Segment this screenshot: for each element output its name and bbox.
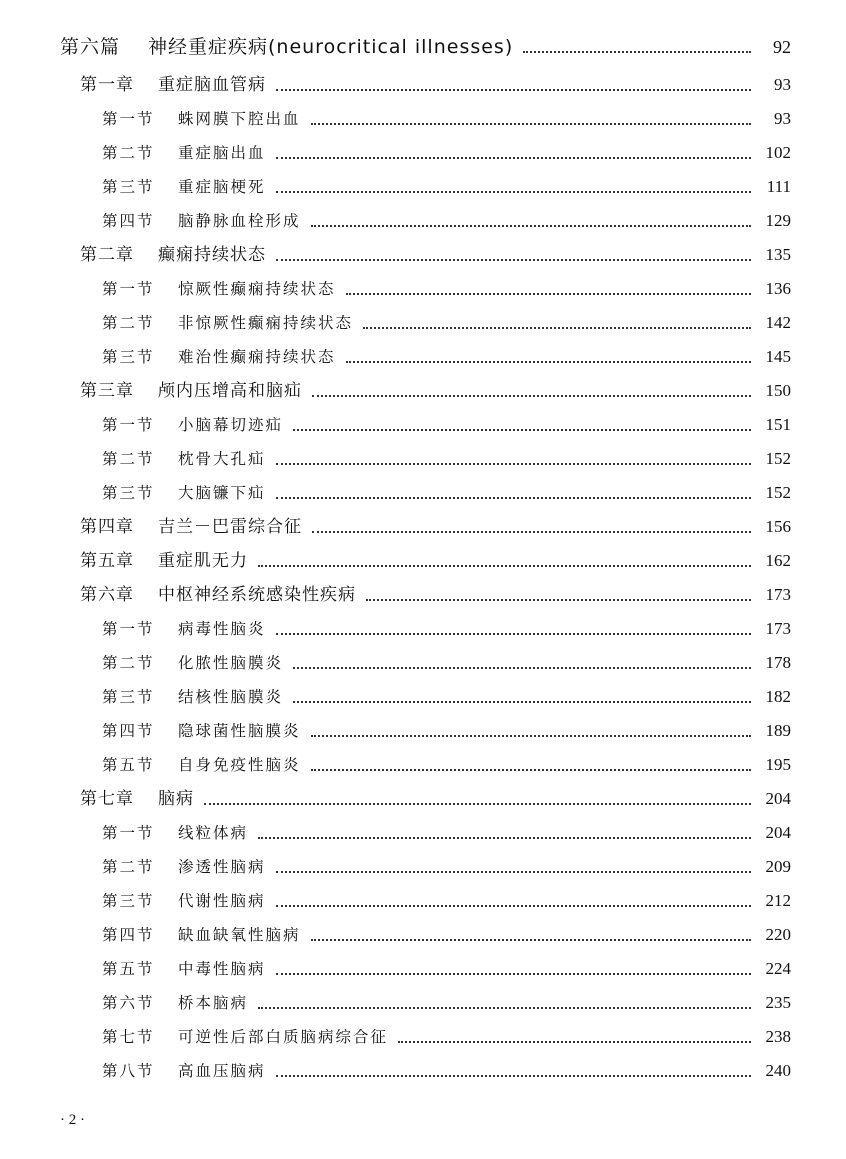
section-page-number: 212	[765, 891, 791, 910]
toc-section-entry[interactable]	[0, 714, 846, 748]
section-title: 隐球菌性脑膜炎	[178, 722, 301, 740]
section-title: 非惊厥性癫痫持续状态	[178, 314, 354, 332]
dot-leader	[276, 496, 751, 499]
section-title: 大脑镰下疝	[178, 484, 266, 502]
dot-leader	[293, 428, 751, 431]
section-number: 第七节	[102, 1028, 155, 1046]
section-title: 渗透性脑病	[178, 858, 266, 876]
chapter-number: 第二章	[80, 245, 134, 265]
section-page-number: 145	[765, 347, 791, 366]
section-page-number: 240	[765, 1061, 791, 1080]
section-title: 蛛网膜下腔出血	[178, 110, 301, 128]
dot-leader	[276, 462, 751, 465]
dot-leader	[398, 1040, 751, 1043]
toc-section-entry[interactable]	[0, 986, 846, 1020]
section-title: 病毒性脑炎	[178, 620, 266, 638]
chapter-title: 癫痫持续状态	[158, 245, 266, 265]
section-number: 第一节	[102, 620, 155, 638]
dot-leader	[311, 734, 751, 737]
chapter-number: 第四章	[80, 517, 134, 537]
section-title: 高血压脑病	[178, 1062, 266, 1080]
toc-part-entry[interactable]	[0, 28, 846, 66]
toc-section-entry[interactable]	[0, 612, 846, 646]
section-page-number: 136	[765, 279, 791, 298]
dot-leader	[311, 224, 751, 227]
dot-leader	[311, 768, 751, 771]
chapter-page-number: 204	[765, 789, 791, 808]
section-page-number: 93	[774, 109, 791, 128]
dot-leader	[276, 904, 751, 907]
dot-leader	[366, 598, 751, 601]
toc-chapter-entry[interactable]	[0, 544, 846, 578]
dot-leader	[276, 972, 751, 975]
section-page-number: 102	[765, 143, 791, 162]
section-page-number: 238	[765, 1027, 791, 1046]
section-title: 中毒性脑病	[178, 960, 266, 978]
toc-chapter-entry[interactable]	[0, 510, 846, 544]
section-page-number: 220	[765, 925, 791, 944]
section-title: 重症脑出血	[178, 144, 266, 162]
toc-chapter-entry[interactable]	[0, 238, 846, 272]
chapter-page-number: 156	[765, 517, 791, 536]
section-title: 线粒体病	[178, 824, 249, 842]
dot-leader	[311, 938, 751, 941]
section-number: 第二节	[102, 314, 155, 332]
dot-leader	[204, 802, 751, 805]
section-title: 小脑幕切迹疝	[178, 416, 284, 434]
toc-chapter-entry[interactable]	[0, 782, 846, 816]
page-footer-number: · 2 ·	[60, 1112, 85, 1128]
section-number: 第四节	[102, 212, 155, 230]
toc-section-entry[interactable]	[0, 952, 846, 986]
dot-leader	[276, 156, 751, 159]
toc-section-entry[interactable]	[0, 306, 846, 340]
section-number: 第三节	[102, 688, 155, 706]
chapter-title: 脑病	[158, 789, 194, 809]
section-page-number: 235	[765, 993, 791, 1012]
toc-section-entry[interactable]	[0, 272, 846, 306]
section-title: 重症脑梗死	[178, 178, 266, 196]
section-page-number: 152	[765, 449, 791, 468]
section-page-number: 195	[765, 755, 791, 774]
chapter-page-number: 173	[765, 585, 791, 604]
chapter-number: 第七章	[80, 789, 134, 809]
section-page-number: 129	[765, 211, 791, 230]
dot-leader	[258, 836, 751, 839]
section-number: 第二节	[102, 654, 155, 672]
section-number: 第三节	[102, 892, 155, 910]
toc-section-entry[interactable]	[0, 646, 846, 680]
section-number: 第一节	[102, 110, 155, 128]
toc-section-entry[interactable]	[0, 340, 846, 374]
dot-leader	[258, 564, 751, 567]
toc-chapter-entry[interactable]	[0, 68, 846, 102]
section-number: 第四节	[102, 926, 155, 944]
section-number: 第三节	[102, 348, 155, 366]
section-number: 第三节	[102, 178, 155, 196]
section-number: 第一节	[102, 416, 155, 434]
section-title: 缺血缺氧性脑病	[178, 926, 301, 944]
section-page-number: 182	[765, 687, 791, 706]
section-title: 脑静脉血栓形成	[178, 212, 301, 230]
chapter-title: 重症肌无力	[158, 551, 248, 571]
chapter-page-number: 162	[765, 551, 791, 570]
toc-section-entry[interactable]	[0, 204, 846, 238]
section-number: 第五节	[102, 756, 155, 774]
section-number: 第二节	[102, 144, 155, 162]
dot-leader	[312, 530, 751, 533]
section-number: 第二节	[102, 858, 155, 876]
part-page-number: 92	[773, 37, 791, 57]
toc-section-entry[interactable]	[0, 918, 846, 952]
dot-leader	[276, 870, 751, 873]
section-number: 第六节	[102, 994, 155, 1012]
chapter-number: 第三章	[80, 381, 134, 401]
section-title: 代谢性脑病	[178, 892, 266, 910]
dot-leader	[311, 122, 751, 125]
section-page-number: 224	[765, 959, 791, 978]
section-title: 化脓性脑膜炎	[178, 654, 284, 672]
toc-section-entry[interactable]	[0, 680, 846, 714]
section-page-number: 204	[765, 823, 791, 842]
section-number: 第一节	[102, 280, 155, 298]
toc-section-entry[interactable]	[0, 442, 846, 476]
section-page-number: 152	[765, 483, 791, 502]
dot-leader	[258, 1006, 751, 1009]
section-number: 第三节	[102, 484, 155, 502]
section-title: 难治性癫痫持续状态	[178, 348, 336, 366]
section-page-number: 142	[765, 313, 791, 332]
dot-leader	[276, 88, 751, 91]
toc-section-entry[interactable]	[0, 1054, 846, 1088]
chapter-title: 中枢神经系统感染性疾病	[158, 585, 356, 605]
dot-leader	[276, 258, 751, 261]
section-number: 第一节	[102, 824, 155, 842]
toc-section-entry[interactable]	[0, 884, 846, 918]
section-number: 第八节	[102, 1062, 155, 1080]
section-title: 可逆性后部白质脑病综合征	[178, 1028, 389, 1046]
toc-section-entry[interactable]	[0, 1020, 846, 1054]
toc-section-entry[interactable]	[0, 102, 846, 136]
dot-leader	[363, 326, 751, 329]
section-number: 第二节	[102, 450, 155, 468]
part-title: 神经重症疾病(neurocritical illnesses)	[148, 36, 514, 58]
section-title: 桥本脑病	[178, 994, 249, 1012]
chapter-title: 重症脑血管病	[158, 75, 266, 95]
toc-section-entry[interactable]	[0, 816, 846, 850]
toc-section-entry[interactable]	[0, 170, 846, 204]
dot-leader	[276, 1074, 751, 1077]
dot-leader	[276, 190, 751, 193]
chapter-number: 第一章	[80, 75, 134, 95]
section-title: 枕骨大孔疝	[178, 450, 266, 468]
dot-leader	[312, 394, 751, 397]
chapter-number: 第五章	[80, 551, 134, 571]
chapter-title: 颅内压增高和脑疝	[158, 381, 302, 401]
table-of-contents	[0, 28, 846, 1088]
section-number: 第四节	[102, 722, 155, 740]
dot-leader	[293, 700, 751, 703]
dot-leader	[293, 666, 751, 669]
section-page-number: 209	[765, 857, 791, 876]
section-number: 第五节	[102, 960, 155, 978]
toc-chapter-entry[interactable]	[0, 374, 846, 408]
section-page-number: 151	[765, 415, 791, 434]
toc-section-entry[interactable]	[0, 748, 846, 782]
dot-leader	[346, 360, 751, 363]
dot-leader	[276, 632, 751, 635]
chapter-page-number: 135	[765, 245, 791, 264]
toc-section-entry[interactable]	[0, 476, 846, 510]
section-page-number: 173	[765, 619, 791, 638]
chapter-page-number: 150	[765, 381, 791, 400]
toc-section-entry[interactable]	[0, 408, 846, 442]
chapter-page-number: 93	[774, 75, 791, 94]
section-title: 惊厥性癫痫持续状态	[178, 280, 336, 298]
toc-chapter-entry[interactable]	[0, 578, 846, 612]
section-page-number: 111	[766, 177, 791, 196]
dot-leader	[523, 50, 751, 53]
section-title: 自身免疫性脑炎	[178, 756, 301, 774]
section-page-number: 178	[765, 653, 791, 672]
section-title: 结核性脑膜炎	[178, 688, 284, 706]
toc-section-entry[interactable]	[0, 136, 846, 170]
section-page-number: 189	[765, 721, 791, 740]
chapter-title: 吉兰－巴雷综合征	[158, 517, 302, 537]
toc-section-entry[interactable]	[0, 850, 846, 884]
part-number: 第六篇	[60, 36, 121, 58]
chapter-number: 第六章	[80, 585, 134, 605]
dot-leader	[346, 292, 751, 295]
